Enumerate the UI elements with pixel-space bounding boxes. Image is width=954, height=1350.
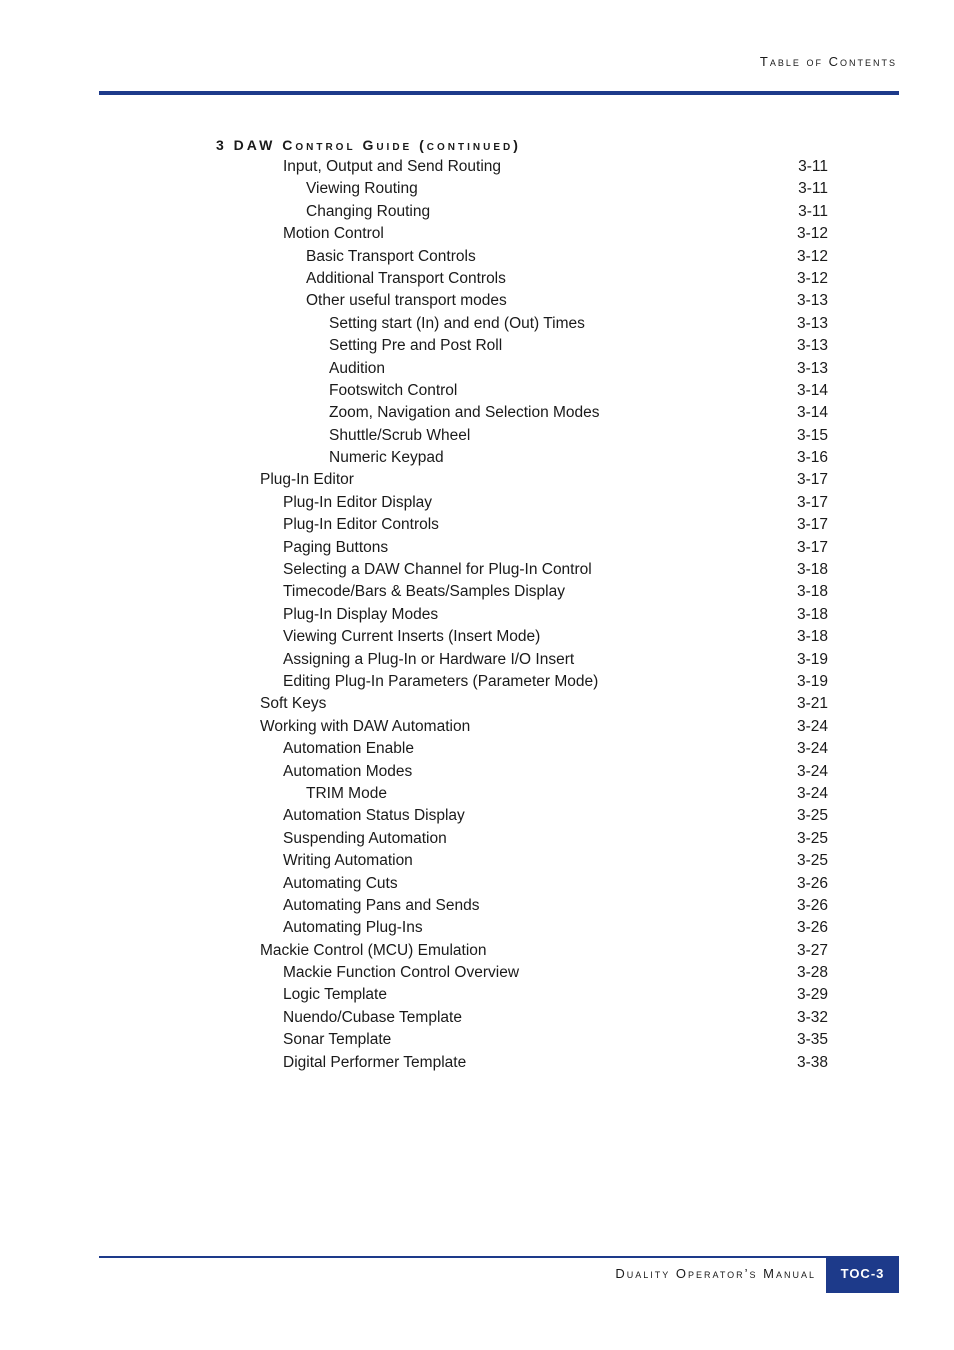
toc-entry-title: Shuttle/Scrub Wheel [329,426,471,444]
toc-entry-title: Automation Status Display [283,807,465,825]
toc-entry[interactable] [0,335,954,357]
toc-entry-page: 3-35 [796,1031,828,1049]
toc-entry[interactable] [0,895,954,917]
toc-entry[interactable] [0,873,954,895]
toc-entry-page: 3-13 [796,292,828,310]
toc-entry[interactable] [0,604,954,626]
toc-entry-page: 3-38 [796,1053,828,1071]
toc-entry[interactable] [0,223,954,245]
toc-entry[interactable] [0,469,954,491]
toc-entry[interactable] [0,783,954,805]
toc-entry[interactable] [0,984,954,1006]
running-header-title: Table of Contents [759,54,897,69]
toc-entry-page: 3-18 [796,628,828,646]
toc-entry-title: Logic Template [283,986,387,1004]
toc-entry-page: 3-17 [796,493,828,511]
toc-entry[interactable] [0,693,954,715]
toc-entry-title: Plug-In Editor Controls [283,516,439,534]
toc-entry-title: Additional Transport Controls [306,269,506,287]
toc-entry-title: Mackie Function Control Overview [283,964,520,982]
toc-entry-title: Viewing Routing [306,180,418,198]
toc-entry[interactable] [0,962,954,984]
toc-entry-page: 3-21 [796,695,828,713]
toc-entry[interactable] [0,514,954,536]
toc-entry-page: 3-27 [796,941,828,959]
toc-entry-title: Setting Pre and Post Roll [329,337,503,355]
toc-entry-title: Selecting a DAW Channel for Plug-In Control [283,561,592,579]
toc-entry[interactable] [0,358,954,380]
toc-entry-page: 3-12 [796,225,828,243]
toc-entry[interactable] [0,940,954,962]
toc-entry-title: Motion Control [283,225,384,243]
toc-entry[interactable] [0,917,954,939]
section-heading: 3 DAW Control Guide (continued) [216,137,521,153]
toc-entry[interactable] [0,178,954,200]
toc-entry-title: TRIM Mode [306,784,387,802]
toc-entry-page: 3-24 [796,717,828,735]
toc-entry[interactable] [0,447,954,469]
toc-entry-title: Automating Pans and Sends [283,896,480,914]
toc-entry-page: 3-28 [796,964,828,982]
toc-entry-title: Plug-In Display Modes [283,605,439,623]
header-rule [99,91,899,95]
toc-entry[interactable] [0,1052,954,1074]
toc-entry-title: Automating Cuts [283,874,398,892]
toc-entry-title: Changing Routing [306,202,431,220]
toc-entry-title: Basic Transport Controls [306,247,476,265]
toc-entry-page: 3-32 [796,1008,828,1026]
toc-entry-title: Mackie Control (MCU) Emulation [260,941,487,959]
toc-entry[interactable] [0,559,954,581]
toc-entry-page: 3-17 [796,516,828,534]
toc-entry[interactable] [0,313,954,335]
toc-entry-page: 3-17 [796,538,828,556]
toc-entry[interactable] [0,290,954,312]
footer-rule [99,1256,899,1258]
toc-entry-title: Assigning a Plug-In or Hardware I/O Insert [283,650,575,668]
toc-entry-title: Zoom, Navigation and Selection Modes [329,404,600,422]
toc-entry-title: Automating Plug-Ins [283,919,423,937]
toc-entry-page: 3-24 [796,784,828,802]
toc-entry-page: 3-12 [796,269,828,287]
toc-entry[interactable] [0,649,954,671]
toc-entry[interactable] [0,1007,954,1029]
toc-entry-page: 3-25 [796,829,828,847]
toc-entry-title: Working with DAW Automation [260,717,471,735]
toc-entry-page: 3-26 [796,874,828,892]
toc-entry-title: Nuendo/Cubase Template [283,1008,462,1026]
toc-entry[interactable] [0,268,954,290]
toc-entry-title: Paging Buttons [283,538,389,556]
toc-entry[interactable] [0,716,954,738]
toc-entry-title: Audition [329,359,386,377]
toc-entry-title: Numeric Keypad [329,449,444,467]
toc-entry-page: 3-19 [796,672,828,690]
toc-entry-page: 3-13 [796,359,828,377]
toc-entry[interactable] [0,380,954,402]
toc-entry-page: 3-18 [796,605,828,623]
toc-entry[interactable] [0,1029,954,1051]
toc-entry[interactable] [0,805,954,827]
toc-entry-title: Footswitch Control [329,381,458,399]
toc-entry-page: 3-29 [796,986,828,1004]
toc-entry[interactable] [0,156,954,178]
toc-entry-title: Soft Keys [260,695,327,713]
toc-entry-page: 3-25 [796,852,828,870]
toc-entry-title: Sonar Template [283,1031,392,1049]
toc-entry-page: 3-15 [796,426,828,444]
toc-entry-page: 3-24 [796,762,828,780]
toc-entry[interactable] [0,761,954,783]
toc-entry-title: Timecode/Bars & Beats/Samples Display [283,583,565,601]
toc-entry[interactable] [0,402,954,424]
toc-entry-page: 3-16 [796,449,828,467]
toc-entry-page: 3-14 [796,404,828,422]
toc-entry-title: Plug-In Editor Display [283,493,433,511]
toc-entry-title: Other useful transport modes [306,292,507,310]
page-number-badge: TOC-3 [826,1257,899,1293]
footer-manual-title: Duality Operator’s Manual [615,1266,816,1281]
toc-entry[interactable] [0,828,954,850]
toc-entry[interactable] [0,738,954,760]
toc-entry[interactable] [0,201,954,223]
toc-entry[interactable] [0,492,954,514]
toc-entry-title: Suspending Automation [283,829,447,847]
toc-entry[interactable] [0,425,954,447]
toc-entry[interactable] [0,537,954,559]
toc-entry-page: 3-12 [796,247,828,265]
toc-entry-title: Viewing Current Inserts (Insert Mode) [283,628,541,646]
toc-entry-page: 3-24 [796,740,828,758]
toc-entry-page: 3-11 [798,158,828,175]
toc-entry-page: 3-19 [796,650,828,668]
toc-entry-page: 3-11 [798,202,828,220]
toc-entry-title: Automation Enable [283,740,414,758]
toc-entry-page: 3-17 [796,471,828,489]
toc-entry-page: 3-18 [796,583,828,601]
toc-entry-title: Plug-In Editor [260,471,354,489]
toc-entry[interactable] [0,246,954,268]
toc-entry-page: 3-26 [796,896,828,914]
toc-entry-page: 3-14 [796,381,828,399]
toc-entry-page: 3-26 [796,919,828,937]
toc-entry[interactable] [0,581,954,603]
toc-entry-title: Editing Plug-In Parameters (Parameter Mode) [283,672,599,690]
toc-entry-page: 3-25 [796,807,828,825]
toc-entry-page: 3-13 [796,337,828,355]
toc-entry-title: Setting start (In) and end (Out) Times [329,314,585,332]
toc-entry-page: 3-11 [798,180,828,198]
toc-entry[interactable] [0,671,954,693]
toc-entry[interactable] [0,850,954,872]
toc-entry-title: Digital Performer Template [283,1053,467,1071]
toc-entry-title: Input, Output and Send Routing [283,158,502,175]
toc-list [0,156,954,1074]
toc-entry-title: Automation Modes [283,762,413,780]
toc-entry-title: Writing Automation [283,852,413,870]
toc-entry-page: 3-18 [796,561,828,579]
toc-entry-page: 3-13 [796,314,828,332]
toc-entry[interactable] [0,626,954,648]
